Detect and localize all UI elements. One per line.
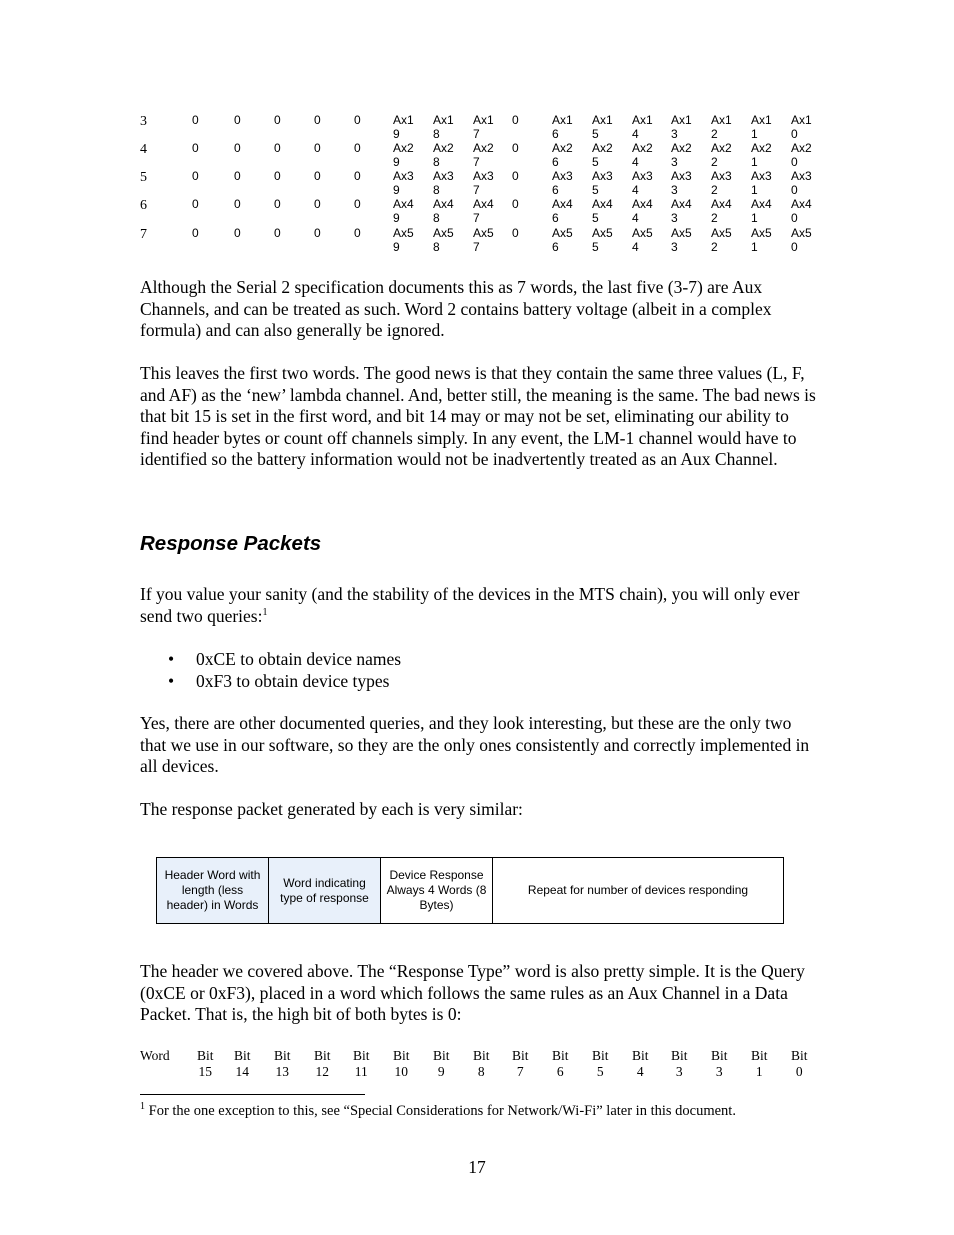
bit-cell: 0 <box>512 141 519 155</box>
bit-cell: 0 <box>354 169 361 183</box>
bit-cell: 0 <box>192 169 199 183</box>
page-number: 17 <box>468 1157 486 1177</box>
bit-cell: 0 <box>512 113 519 127</box>
packet-box-device-response: Device Response Always 4 Words (8 Bytes) <box>381 858 493 923</box>
bit-cell: 0 <box>512 226 519 240</box>
word-number: 6 <box>140 198 147 213</box>
packet-box-repeat: Repeat for number of devices responding <box>527 883 749 897</box>
paragraph-other-queries: Yes, there are other documented queries, and they look interesting, but these are the only two that we use in our software, so they are the only ones consistently and correctly implemented in all devices. <box>140 713 810 777</box>
bit-cell: 0 <box>192 113 199 127</box>
bit-cell: Ax4 7 <box>473 197 494 225</box>
section-heading: Response Packets <box>140 532 322 555</box>
bit-cell: Ax2 3 <box>671 141 692 169</box>
bit-cell: Ax4 6 <box>552 197 573 225</box>
bit-cell: Ax5 4 <box>632 226 653 254</box>
bit-cell: Ax5 3 <box>671 226 692 254</box>
bit-cell: Ax5 1 <box>751 226 772 254</box>
bit-cell: 0 <box>234 141 241 155</box>
bit-cell: 0 <box>314 226 321 240</box>
bit-cell: 0 <box>192 141 199 155</box>
bit-cell: Ax1 5 <box>592 113 613 141</box>
bit-label: Bit 14 <box>234 1048 251 1079</box>
bit-cell: Ax1 6 <box>552 113 573 141</box>
bit-cell: Ax5 0 <box>791 226 812 254</box>
bit-cell: Ax1 2 <box>711 113 732 141</box>
bit-label: Bit 3 <box>671 1048 688 1079</box>
bit-cell: Ax1 3 <box>671 113 692 141</box>
bit-cell: Ax3 9 <box>393 169 414 197</box>
bit-cell: Ax1 9 <box>393 113 414 141</box>
bit-cell: Ax1 8 <box>433 113 454 141</box>
bit-cell: Ax2 8 <box>433 141 454 169</box>
word-number: 5 <box>140 170 147 185</box>
bit-cell: 0 <box>512 169 519 183</box>
bit-cell: 0 <box>234 113 241 127</box>
bit-label: Bit 15 <box>197 1048 214 1079</box>
bit-cell: 0 <box>274 113 281 127</box>
bit-cell: 0 <box>314 141 321 155</box>
bit-cell: 0 <box>512 197 519 211</box>
bit-cell: Ax3 0 <box>791 169 812 197</box>
bit-cell: Ax2 0 <box>791 141 812 169</box>
bullet-icon: • <box>168 671 175 691</box>
paragraph-queries <box>140 584 820 627</box>
bit-cell: Ax2 6 <box>552 141 573 169</box>
list-item-text: 0xCE to obtain device names <box>196 649 402 669</box>
bit-label: Bit 8 <box>473 1048 490 1079</box>
bit-cell: 0 <box>192 197 199 211</box>
bit-cell: 0 <box>192 226 199 240</box>
packet-box-header: Header Word with length (less header) in Words <box>157 858 269 923</box>
bit-cell: Ax4 2 <box>711 197 732 225</box>
bit-cell: 0 <box>274 141 281 155</box>
paragraph-serial2: Although the Serial 2 specification documents this as 7 words, the last five (3-7) are Aux Channels, and can be treated as such. Word 2 contains battery voltage (albeit in a complex formula) and can also generally be ignored. <box>140 277 772 341</box>
word-number: 7 <box>140 227 147 242</box>
bit-cell: Ax5 9 <box>393 226 414 254</box>
bit-cell: 0 <box>274 197 281 211</box>
bit-label: Bit 1 <box>751 1048 768 1079</box>
list-item <box>140 648 401 670</box>
bit-cell: Ax3 2 <box>711 169 732 197</box>
bit-cell: Ax2 7 <box>473 141 494 169</box>
bit-cell: Ax5 2 <box>711 226 732 254</box>
bit-cell: Ax3 7 <box>473 169 494 197</box>
footnote-ref: 1 <box>262 606 268 618</box>
bit-label: Bit 11 <box>353 1048 370 1079</box>
bit-cell: Ax4 9 <box>393 197 414 225</box>
list-item <box>140 670 401 692</box>
bit-cell: Ax2 4 <box>632 141 653 169</box>
footnote <box>140 1102 736 1120</box>
bit-cell: Ax2 9 <box>393 141 414 169</box>
packet-box-response-type: Word indicating type of response <box>269 858 381 923</box>
paragraph-header-response-type: The header we covered above. The “Response Type” word is also pretty simple. It is the Query (0xCE or 0xF3), placed in a word which follows the same rules as an Aux Channel in a Data Packet. That is, the high bit of both bytes is 0: <box>140 961 805 1025</box>
bit-cell: Ax4 3 <box>671 197 692 225</box>
bit-cell: 0 <box>234 169 241 183</box>
bit-cell: Ax4 8 <box>433 197 454 225</box>
footnote-divider <box>140 1094 365 1095</box>
bit-cell: Ax2 1 <box>751 141 772 169</box>
bit-cell: Ax1 4 <box>632 113 653 141</box>
bit-label: Bit 9 <box>433 1048 450 1079</box>
bit-cell: 0 <box>274 226 281 240</box>
bit-cell: Ax1 0 <box>791 113 812 141</box>
bit-cell: 0 <box>314 197 321 211</box>
bit-cell: Ax5 5 <box>592 226 613 254</box>
bit-cell: Ax4 4 <box>632 197 653 225</box>
bit-cell: Ax3 6 <box>552 169 573 197</box>
bit-cell: Ax1 7 <box>473 113 494 141</box>
bit-cell: Ax3 3 <box>671 169 692 197</box>
bit-cell: Ax4 5 <box>592 197 613 225</box>
paragraph-queries-text: If you value your sanity (and the stability of the devices in the MTS chain), you will only ever send two queries: <box>140 584 800 626</box>
bit-label: Bit 4 <box>632 1048 649 1079</box>
bit-cell: Ax2 5 <box>592 141 613 169</box>
bit-label: Bit 10 <box>393 1048 410 1079</box>
bit-label: Bit 7 <box>512 1048 529 1079</box>
bit-cell: Ax2 2 <box>711 141 732 169</box>
bit-cell: Ax3 8 <box>433 169 454 197</box>
bit-label: Bit 3 <box>711 1048 728 1079</box>
bit-cell: 0 <box>354 226 361 240</box>
bit-cell: Ax4 0 <box>791 197 812 225</box>
bit-cell: 0 <box>354 197 361 211</box>
bit-cell: 0 <box>354 113 361 127</box>
bullet-icon: • <box>168 649 175 669</box>
bit-label: Bit 6 <box>552 1048 569 1079</box>
word-number: 4 <box>140 142 147 157</box>
bit-label: Bit 0 <box>791 1048 808 1079</box>
bit-cell: Ax4 1 <box>751 197 772 225</box>
bit-cell: Ax3 1 <box>751 169 772 197</box>
bit-cell: 0 <box>274 169 281 183</box>
list-item-text: 0xF3 to obtain device types <box>196 671 390 691</box>
footnote-marker: 1 <box>140 1101 145 1113</box>
bit-cell: Ax3 5 <box>592 169 613 197</box>
bit-label: Bit 5 <box>592 1048 609 1079</box>
paragraph-first-two-words: This leaves the first two words. The good news is that they contain the same three values (L, F, and AF) as the ‘new’ lambda channel. And, better still, the meaning is the same. The bad news is that bit 15 is set in the first word, and bit 14 may or may not be set, eliminating our ability to find header bytes or count off channels simply. In any event, the LM-1 channel would have to identified so the battery information would not be inadvertently treated as an Aux Channel. <box>140 363 816 470</box>
footnote-text: For the one exception to this, see “Special Considerations for Network/Wi-Fi” later in this document. <box>148 1103 736 1119</box>
bit-row-label: Word <box>140 1048 170 1063</box>
bit-label: Bit 12 <box>314 1048 331 1079</box>
bit-cell: Ax5 7 <box>473 226 494 254</box>
bit-cell: Ax5 8 <box>433 226 454 254</box>
bit-cell: 0 <box>234 197 241 211</box>
bit-cell: Ax5 6 <box>552 226 573 254</box>
bit-cell: 0 <box>314 113 321 127</box>
bit-cell: 0 <box>354 141 361 155</box>
bit-label: Bit 13 <box>274 1048 291 1079</box>
query-list <box>140 648 401 692</box>
word-number: 3 <box>140 114 147 129</box>
bit-cell: 0 <box>314 169 321 183</box>
bit-cell: Ax3 4 <box>632 169 653 197</box>
bit-cell: Ax1 1 <box>751 113 772 141</box>
paragraph-response-similar: The response packet generated by each is very similar: <box>140 799 523 819</box>
bit-cell: 0 <box>234 226 241 240</box>
response-packet-diagram <box>156 857 784 924</box>
